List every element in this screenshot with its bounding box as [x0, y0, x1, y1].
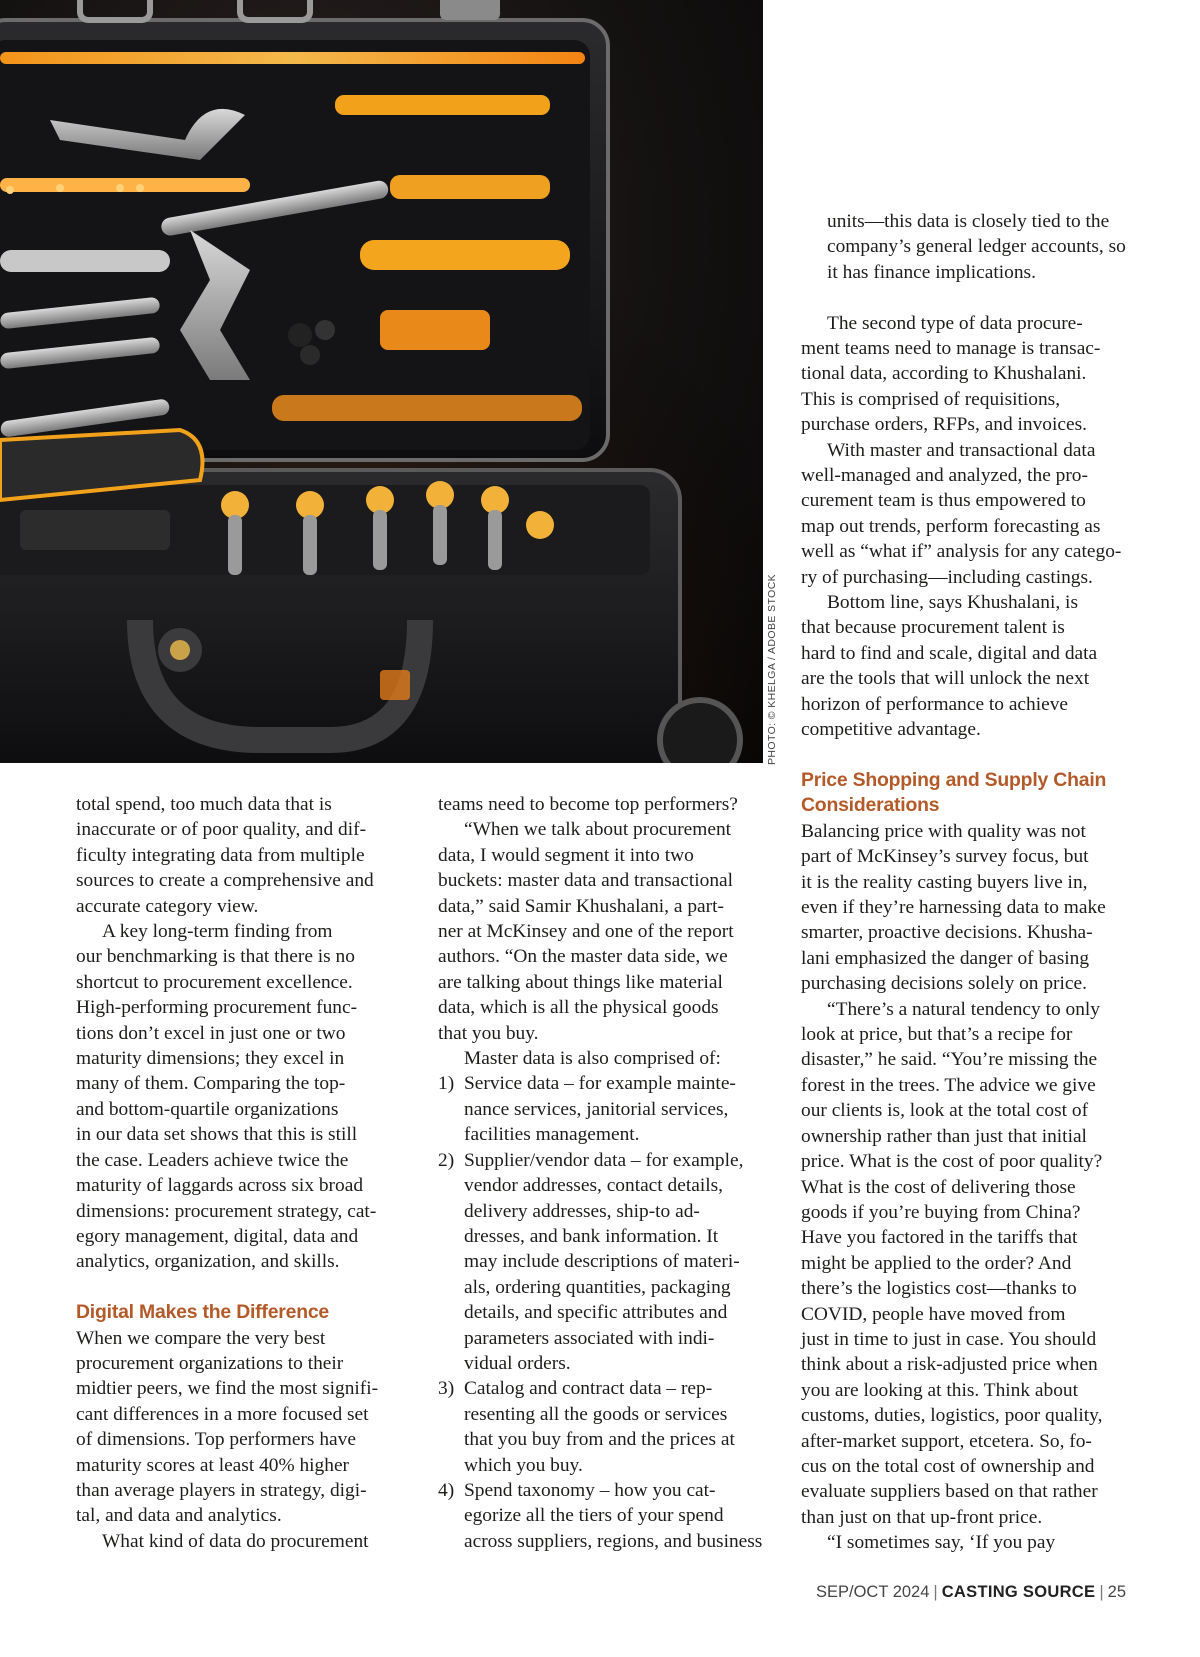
text-line: in our data set shows that this is still — [76, 1124, 358, 1146]
text-line: data, I would segment it into two — [438, 844, 694, 866]
text-line: of dimensions. Top performers have — [76, 1429, 356, 1451]
text-line: shortcut to procurement excellence. — [76, 971, 353, 993]
list-item — [438, 1071, 768, 1147]
col2-paragraph-1 — [438, 792, 768, 817]
text-line: egory management, digital, data and — [76, 1225, 359, 1247]
heading-line: Considerations — [801, 794, 940, 817]
column-1 — [76, 792, 406, 1554]
text-line: the case. Leaders achieve twice the — [76, 1149, 349, 1171]
text-line: and bottom-quartile organizations — [76, 1098, 339, 1120]
col1-paragraph-4 — [76, 1529, 406, 1554]
column-2 — [438, 792, 768, 1554]
text-line: What is the cost of delivering those — [801, 1176, 1076, 1198]
col3-paragraph-2 — [801, 311, 1131, 438]
text-line: evaluate suppliers based on that rather — [801, 1481, 1098, 1503]
toolbox-illustration — [0, 0, 763, 763]
text-line: are talking about things like material — [438, 971, 723, 993]
col2-paragraph-3 — [438, 1046, 768, 1071]
column-3-top — [801, 209, 1131, 743]
text-line: procurement organizations to their — [76, 1352, 344, 1374]
page-footer — [816, 1583, 1126, 1602]
col3-paragraph-7 — [801, 1530, 1131, 1555]
text-line: teams need to become top performers? — [438, 794, 738, 815]
text-line: ficulty integrating data from multiple — [76, 844, 365, 866]
text-line: lani emphasized the danger of basing — [801, 947, 1090, 969]
text-line: goods if you’re buying from China? — [801, 1201, 1081, 1223]
text-line: Service data – for example mainte- — [464, 1073, 736, 1095]
text-line: When we compare the very best — [76, 1327, 326, 1349]
text-line: map out trends, perform forecasting as — [801, 515, 1101, 537]
text-line: dimensions: procurement strategy, cat- — [76, 1200, 377, 1222]
text-line: buckets: master data and transactional — [438, 870, 734, 892]
text-line: purchase orders, RFPs, and invoices. — [801, 414, 1087, 436]
text-line: just in time to just in case. You should — [801, 1328, 1097, 1350]
text-line: that because procurement talent is — [801, 617, 1065, 639]
col1-paragraph-2 — [76, 919, 406, 1275]
text-line: it has finance implications. — [827, 261, 1036, 283]
text-line: many of them. Comparing the top- — [76, 1073, 346, 1095]
text-line: “There’s a natural tendency to only — [827, 998, 1100, 1020]
text-line: customs, duties, logistics, poor quality, — [801, 1405, 1103, 1427]
text-line: well-managed and analyzed, the pro- — [801, 465, 1088, 487]
text-line: vendor addresses, contact details, — [464, 1175, 723, 1197]
text-line: even if they’re harnessing data to make — [801, 897, 1106, 919]
footer-separator: | — [933, 1583, 938, 1601]
page-number: 25 — [1107, 1583, 1126, 1601]
list-number: 4) — [438, 1479, 455, 1501]
text-line: total spend, too much data that is — [76, 794, 332, 815]
col3-paragraph-3 — [801, 438, 1131, 590]
text-line: sources to create a comprehensive and — [76, 870, 374, 892]
text-line: forest in the trees. The advice we give — [801, 1074, 1096, 1096]
text-line: price. What is the cost of poor quality? — [801, 1151, 1103, 1173]
text-line: hard to find and scale, digital and data — [801, 642, 1098, 664]
text-line: Bottom line, says Khushalani, is — [827, 592, 1078, 614]
text-line: curement team is thus empowered to — [801, 490, 1086, 512]
text-line: analytics, organization, and skills. — [76, 1251, 340, 1273]
section-heading: Digital Makes the Difference — [76, 1301, 330, 1324]
text-line: data, which is all the physical goods — [438, 997, 719, 1019]
text-line: COVID, people have moved from — [801, 1303, 1066, 1325]
col1-paragraph-3 — [76, 1326, 406, 1529]
text-line: Catalog and contract data – rep- — [464, 1378, 713, 1400]
photo-credit: PHOTO: © KHELGA / ADOBE STOCK — [766, 573, 778, 765]
col3-paragraph-5 — [801, 819, 1131, 997]
text-line: “When we talk about procurement — [464, 819, 732, 841]
text-line: Have you factored in the tariffs that — [801, 1227, 1078, 1249]
text-line: Supplier/vendor data – for example, — [464, 1149, 744, 1171]
text-line: This is comprised of requisitions, — [801, 388, 1061, 410]
col3-paragraph-4 — [801, 590, 1131, 742]
text-line: Master data is also comprised of: — [464, 1048, 721, 1070]
issue-date: SEP/OCT 2024 — [815, 1583, 930, 1601]
text-line: A key long-term finding from — [102, 921, 333, 943]
text-line: well as “what if” analysis for any catego- — [801, 541, 1122, 563]
text-line: it is the reality casting buyers live in, — [801, 871, 1088, 893]
text-line: delivery addresses, ship-to ad- — [464, 1200, 700, 1222]
text-line: tional data, according to Khushalani. — [801, 363, 1087, 385]
list-item — [438, 1148, 768, 1377]
text-line: are the tools that will unlock the next — [801, 668, 1090, 690]
text-line: What kind of data do procurement — [102, 1530, 369, 1552]
column-3-bottom — [801, 768, 1131, 1556]
text-line: look at price, but that’s a recipe for — [801, 1024, 1073, 1046]
list-number: 2) — [438, 1149, 455, 1171]
text-line: our clients is, look at the total cost of — [801, 1100, 1089, 1122]
text-line: that you buy from and the prices at — [464, 1429, 735, 1451]
text-line: High-performing procurement func- — [76, 997, 358, 1019]
text-line: ownership rather than just that initial — [801, 1125, 1087, 1147]
text-line: Balancing price with quality was not — [801, 820, 1086, 842]
col3-paragraph-6 — [801, 997, 1131, 1531]
text-line: that you buy. — [438, 1022, 539, 1044]
text-line: Spend taxonomy – how you cat- — [464, 1479, 716, 1501]
text-line: our benchmarking is that there is no — [76, 946, 355, 968]
text-line: think about a risk-adjusted price when — [801, 1354, 1098, 1376]
text-line: parameters associated with indi- — [464, 1327, 715, 1349]
text-line: midtier peers, we find the most signifi- — [76, 1378, 379, 1400]
text-line: With master and transactional data — [827, 439, 1096, 461]
text-line: ment teams need to manage is transac- — [801, 338, 1101, 360]
list-item — [438, 1376, 768, 1478]
text-line: tal, and data and analytics. — [76, 1505, 282, 1527]
text-line: might be applied to the order? And — [801, 1252, 1072, 1274]
text-line: part of McKinsey’s survey focus, but — [801, 846, 1089, 868]
text-line: inaccurate or of poor quality, and dif- — [76, 819, 367, 841]
text-line: units—this data is closely tied to the — [827, 211, 1110, 232]
text-line: The second type of data procure- — [827, 312, 1083, 334]
text-line: als, ordering quantities, packaging — [464, 1276, 731, 1298]
toolbox-photo — [0, 0, 763, 763]
list-number: 1) — [438, 1073, 455, 1095]
text-line: dresses, and bank information. It — [464, 1225, 719, 1247]
col2-paragraph-2 — [438, 817, 768, 1046]
text-line: there’s the logistics cost—thanks to — [801, 1278, 1077, 1300]
footer-separator: | — [1099, 1583, 1104, 1601]
list-number: 3) — [438, 1378, 455, 1400]
text-line: cant differences in a more focused set — [76, 1403, 369, 1425]
section-heading — [801, 768, 1131, 819]
text-line: maturity dimensions; they excel in — [76, 1048, 345, 1070]
text-line: ry of purchasing—including castings. — [801, 566, 1093, 588]
text-line: nance services, janitorial services, — [464, 1098, 729, 1120]
heading-line: Price Shopping and Supply Chain — [801, 769, 1107, 791]
text-line: purchasing decisions solely on price. — [801, 973, 1087, 995]
text-line: maturity of laggards across six broad — [76, 1175, 364, 1197]
col3-continuation — [801, 209, 1131, 285]
text-line: than just on that up-front price. — [801, 1506, 1043, 1528]
list-item — [438, 1478, 768, 1554]
col1-paragraph-1 — [76, 792, 406, 919]
text-line: details, and specific attributes and — [464, 1302, 728, 1324]
text-line: company’s general ledger accounts, so — [827, 236, 1126, 258]
text-line: you are looking at this. Think about — [801, 1379, 1078, 1401]
text-line: disaster,” he said. “You’re missing the — [801, 1049, 1098, 1071]
text-line: cus on the total cost of ownership and — [801, 1455, 1095, 1477]
text-line: egorize all the tiers of your spend — [464, 1505, 724, 1527]
text-line: competitive advantage. — [801, 719, 981, 741]
text-line: accurate category view. — [76, 895, 259, 917]
text-line: than average players in strategy, digi- — [76, 1479, 367, 1501]
text-line: authors. “On the master data side, we — [438, 946, 728, 968]
text-line: data,” said Samir Khushalani, a part- — [438, 895, 724, 917]
publication-name: CASTING SOURCE — [941, 1583, 1096, 1601]
text-line: may include descriptions of materi- — [464, 1251, 740, 1273]
text-line: which you buy. — [464, 1454, 583, 1476]
text-line: facilities management. — [464, 1124, 640, 1146]
text-line: resenting all the goods or services — [464, 1403, 728, 1425]
text-line: tions don’t excel in just one or two — [76, 1022, 346, 1044]
text-line: smarter, proactive decisions. Khusha- — [801, 922, 1093, 944]
text-line: across suppliers, regions, and business — [464, 1530, 763, 1552]
text-line: “I sometimes say, ‘If you pay — [827, 1532, 1056, 1554]
text-line: after-market support, etcetera. So, fo- — [801, 1430, 1092, 1452]
text-line: ner at McKinsey and one of the report — [438, 921, 734, 943]
text-line: maturity scores at least 40% higher — [76, 1454, 350, 1476]
text-line: vidual orders. — [464, 1352, 571, 1374]
text-line: horizon of performance to achieve — [801, 693, 1069, 715]
